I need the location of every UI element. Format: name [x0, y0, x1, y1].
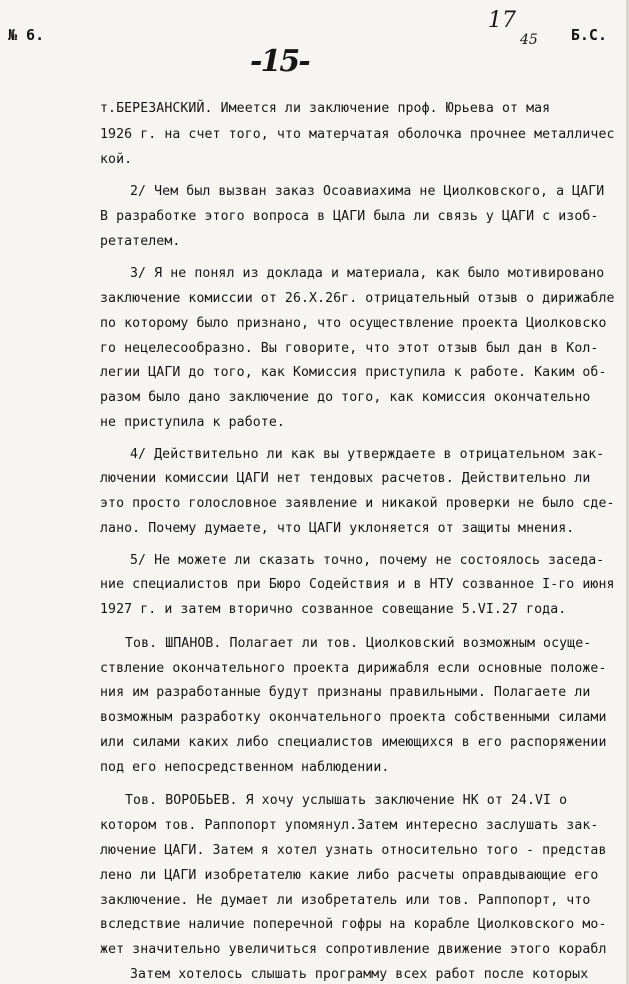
text-line: лючении комиссии ЦАГИ нет тендовых расчетов. Действительно ли: [100, 471, 591, 487]
text-line: заключение комиссии от 26.Х.26г. отрицательный отзыв о дирижабле: [100, 291, 615, 306]
text-line: это просто голословное заявление и никакой проверки не было сде-: [100, 496, 615, 512]
text-line: кой.: [100, 151, 133, 167]
text-line: В разработке этого вопроса в ЦАГИ была ли связь у ЦАГИ с изоб-: [100, 208, 599, 224]
text-line: 1927 г. и затем вторично созванное совещание 5.VI.27 года.: [100, 602, 567, 618]
text-line: 5/ Не можете ли сказать точно, почему не состоялось заседа-: [130, 552, 605, 568]
text-line: 1926 г. на счет того, что матерчатая оболочка прочнее металличес: [100, 126, 615, 142]
text-line: 4/ Действительно ли как вы утверждаете в отрицательном зак-: [130, 446, 605, 462]
text-line: ние специалистов при Бюро Содействия и в НТУ созванное I-го июня: [100, 577, 615, 593]
text-line: возможным разработку окончательного проекта собственными силами: [100, 710, 607, 726]
text-line: вследствие наличие поперечной гофры на корабле Циолковского мо-: [100, 917, 607, 933]
text-line: Тов. ШПАНОВ. Полагает ли тов. Циолковский возможным осуще-: [125, 635, 592, 651]
text-line: котором тов. Раппопорт упомянул.Затем интересно заслушать зак-: [100, 818, 599, 834]
text-line: лючение ЦАГИ. Затем я хотел узнать относительно того - представ: [100, 842, 607, 858]
text-line: лено ли ЦАГИ изобретателю какие либо расчеты оправдывающие его: [100, 867, 599, 883]
text-line: ствление окончательного проекта дирижабля если основные положе-: [100, 660, 607, 676]
author-initials: Б.С.: [570, 26, 607, 44]
text-line: по которому было признано, что осуществление проекта Циолковско: [100, 315, 607, 331]
text-line: го нецелесообразно. Вы говорите, что этот отзыв был дан в Кол-: [100, 340, 599, 356]
handwritten-crossed-number: 45: [520, 32, 538, 48]
text-line: ния им разработанные будут признаны правильными. Полагаете ли: [100, 685, 591, 701]
text-line: жет значительно увеличиться сопротивление движение этого корабл: [100, 942, 607, 958]
text-line: заключение. Не думает ли изобретатель или тов. Раппопорт, что: [100, 892, 591, 908]
text-line: т.БЕРЕЗАНСКИЙ. Имеется ли заключение проф. Юрьева от мая: [100, 101, 551, 116]
document-number: № 6.: [8, 26, 45, 44]
text-line: не приступила к работе.: [100, 415, 285, 431]
text-line: легии ЦАГИ до того, как Комиссия приступила к работе. Каким об-: [100, 365, 607, 381]
text-line: Затем хотелось слышать программу всех работ после которых: [130, 967, 589, 982]
text-line: разом было дано заключение до того, как комиссия окончательно: [100, 390, 591, 406]
text-line: 3/ Я не понял из доклада и материала, как было мотивировано: [130, 266, 605, 282]
text-line: 2/ Чем был вызван заказ Осоавиахима не Циолковского, а ЦАГИ: [130, 184, 605, 200]
text-line: под его непосредственном наблюдении.: [100, 759, 390, 775]
text-line: ретателем.: [100, 233, 181, 249]
text-line: лано. Почему думаете, что ЦАГИ уклоняется от защиты мнения.: [100, 521, 575, 537]
handwritten-page-mark: -15-: [250, 44, 309, 79]
text-line: Тов. ВОРОБЬЕВ. Я хочу услышать заключение НК от 24.VI о: [125, 793, 568, 809]
text-line: или силами каких либо специалистов имеющихся в его распоряжении: [100, 734, 607, 750]
handwritten-page-number: 17: [488, 8, 516, 33]
